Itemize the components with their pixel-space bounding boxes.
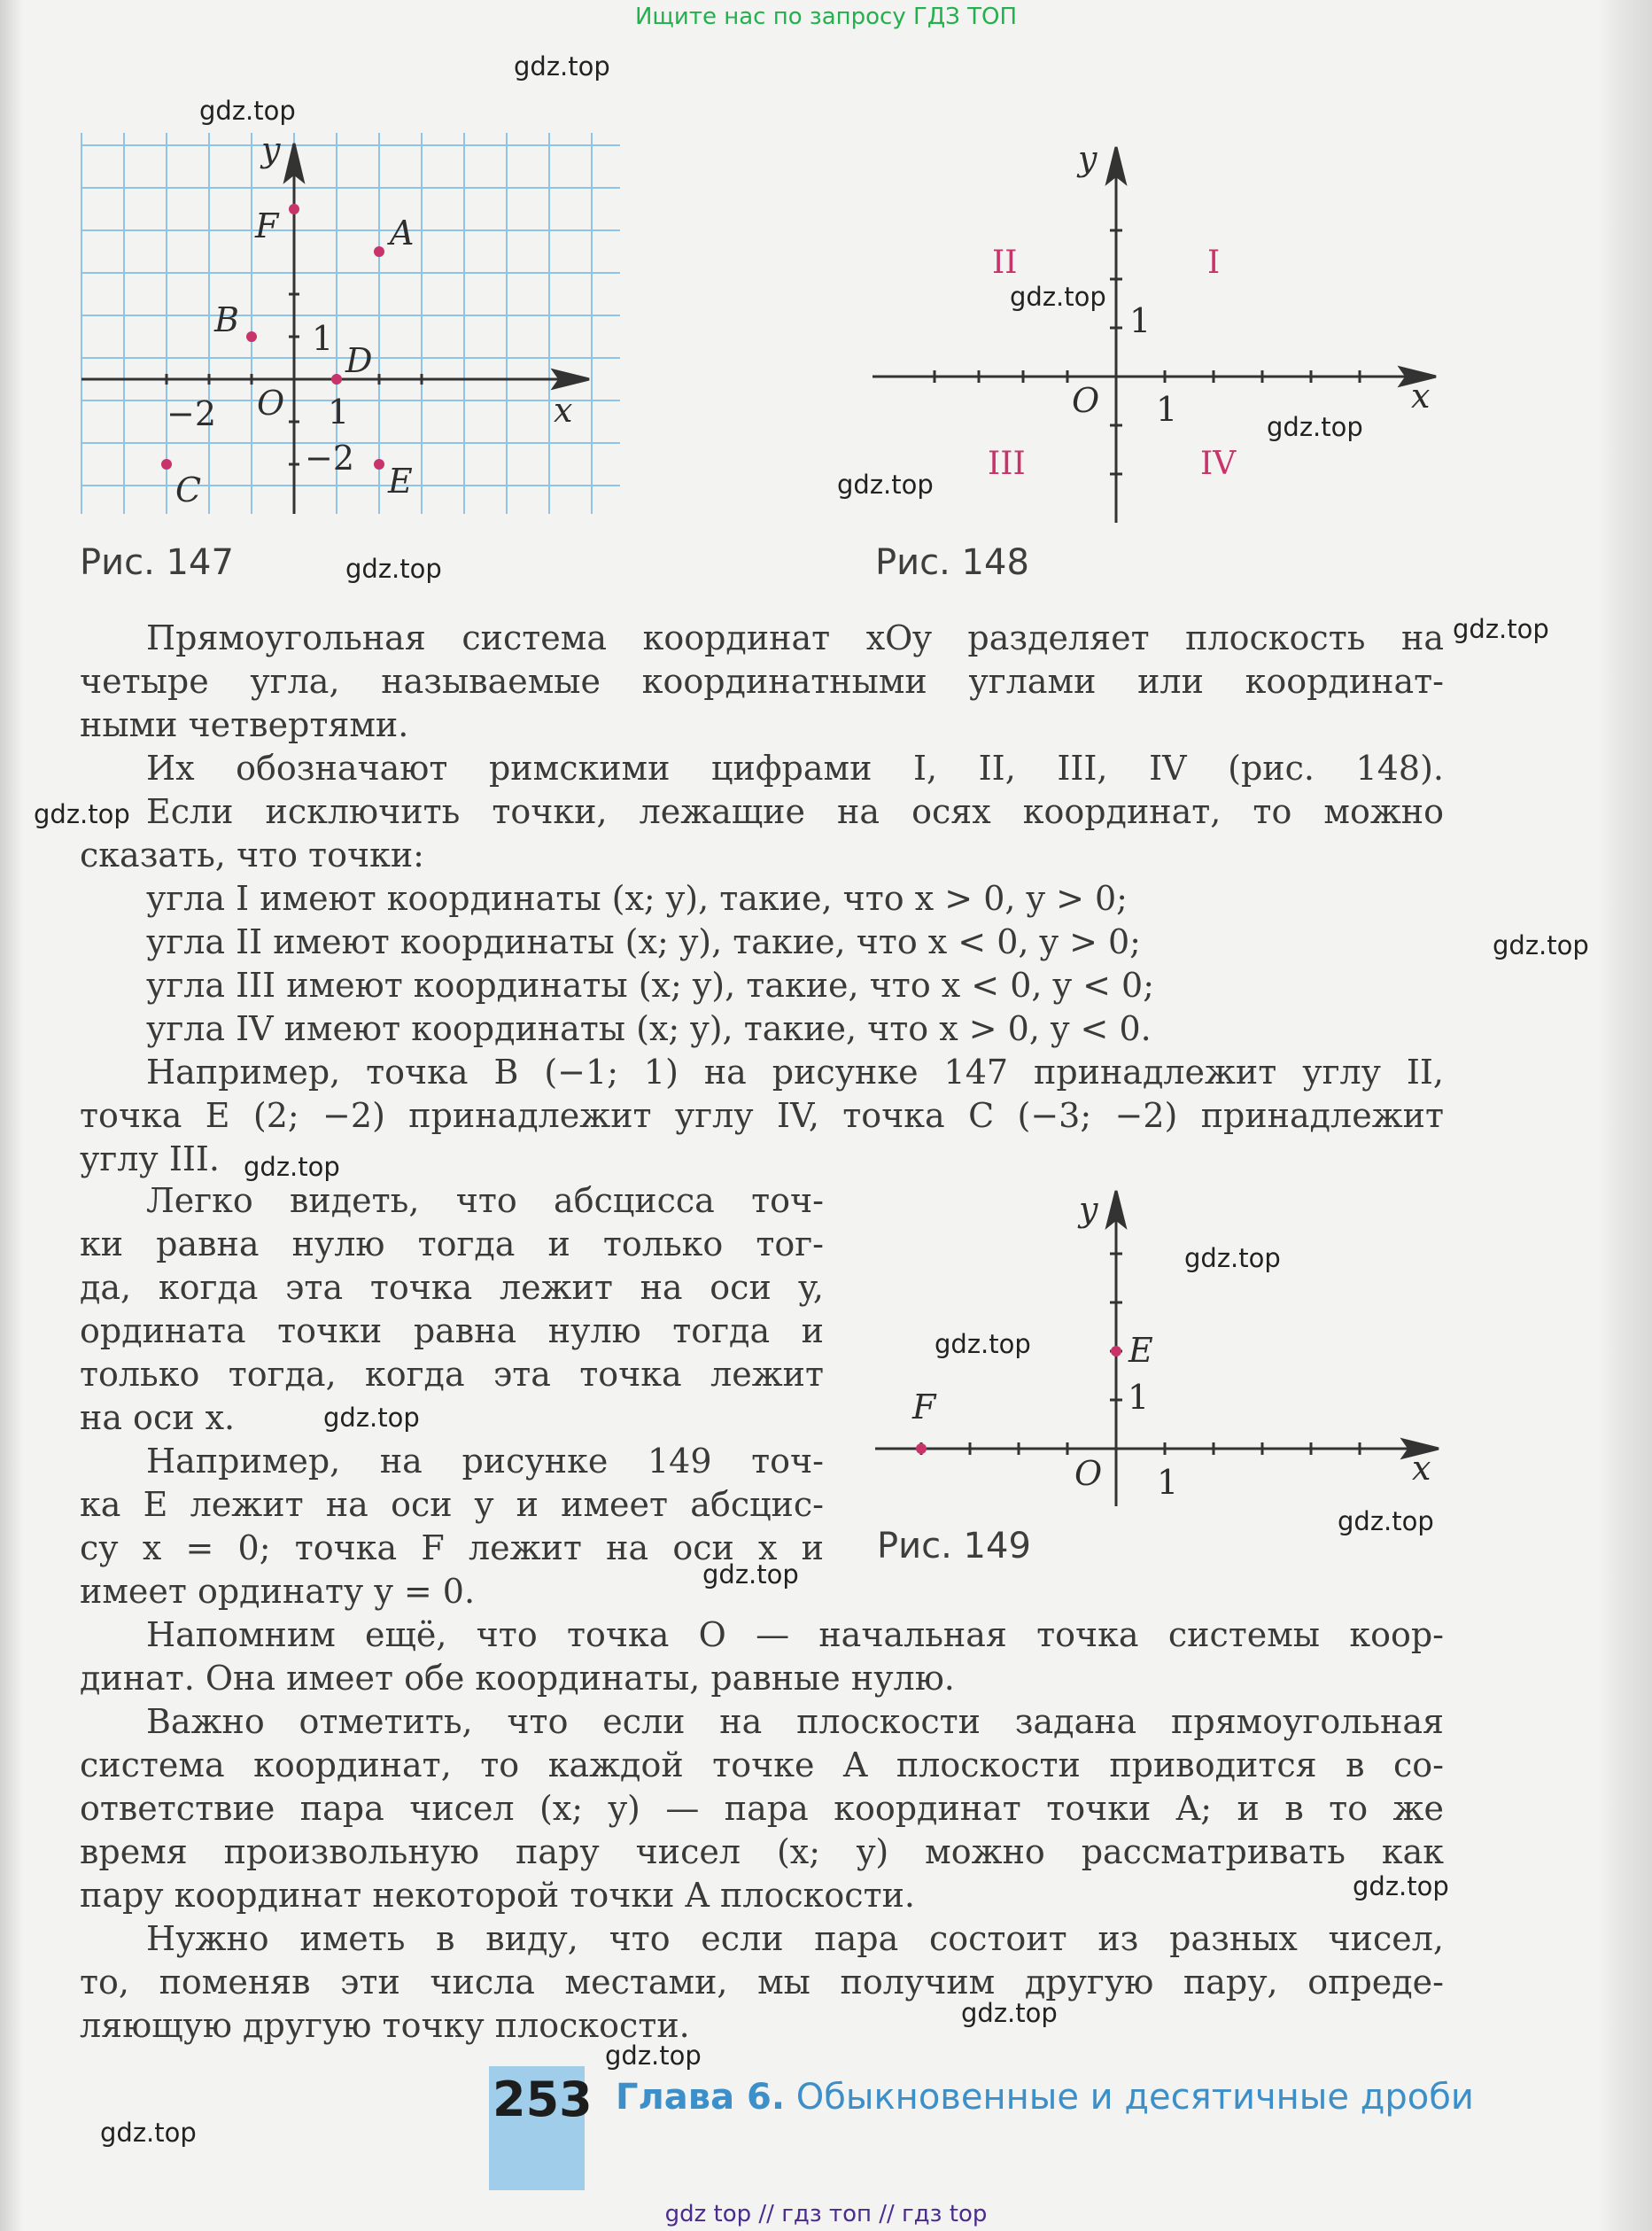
page-number: 253	[492, 2072, 593, 2127]
text-line: ответствие пара чисел (x; y) — пара координат точки A; и в то же	[80, 1789, 1444, 1828]
watermark: gdz.top	[514, 51, 610, 82]
origin-label: O	[1074, 1454, 1103, 1493]
watermark: gdz.top	[1493, 930, 1589, 960]
point-b	[246, 331, 257, 342]
main-text-narrow	[80, 1179, 824, 1613]
text-line: Прямоугольная система координат xOy разделяет плоскость на	[146, 618, 1444, 657]
text-line: Нужно иметь в виду, что если пара состоит из разных чисел,	[146, 1919, 1444, 1958]
text-line: ордината точки равна нулю тогда и	[80, 1311, 824, 1350]
origin-label: O	[257, 384, 285, 423]
tick-label-y-1: 1	[1129, 301, 1152, 340]
watermark: gdz.top	[244, 1152, 340, 1182]
text-line: су x = 0; точка F лежит на оси x и	[80, 1528, 824, 1567]
top-banner[interactable]: Ищите нас по запросу ГДЗ ТОП	[634, 4, 1018, 30]
quadrant-label-3: III	[988, 446, 1026, 482]
text-line: сказать, что точки:	[80, 836, 424, 875]
main-text-bottom	[80, 1613, 1444, 2048]
text-line: динат. Она имеет обе координаты, равные нулю.	[80, 1659, 955, 1698]
point-label-a: A	[390, 214, 415, 253]
quadrant-label-2: II	[992, 245, 1018, 281]
text-line: имеет ординату y = 0.	[80, 1572, 476, 1611]
text-line: Например, на рисунке 149 точ-	[146, 1442, 824, 1481]
origin-label: O	[1072, 381, 1100, 420]
watermark: gdz.top	[837, 470, 934, 500]
text-line: да, когда эта точка лежит на оси y,	[80, 1268, 824, 1307]
point-label-b: B	[214, 300, 239, 339]
figure-147-caption: Рис. 147	[80, 542, 234, 583]
text-line: ка E лежит на оси y и имеет абсцис-	[80, 1485, 824, 1524]
point-label-d: D	[345, 341, 373, 380]
watermark: gdz.top	[1338, 1506, 1434, 1536]
text-line: время произвольную пару чисел (x; y) можно рассматривать как	[80, 1832, 1444, 1871]
axis-label-x: x	[1412, 1449, 1431, 1488]
point-f	[916, 1443, 927, 1454]
text-line: на оси x.	[80, 1398, 236, 1437]
text-line: четыре угла, называемые координатными углами или координат-	[80, 662, 1444, 701]
text-line: ки равна нулю тогда и только тог-	[80, 1224, 824, 1263]
point-a	[374, 246, 384, 257]
point-d	[331, 374, 342, 385]
point-e	[374, 459, 384, 470]
axis-label-x: x	[1411, 377, 1431, 416]
main-text-top	[80, 617, 1444, 1181]
points	[161, 204, 414, 509]
watermark: gdz.top	[935, 1329, 1031, 1359]
watermark: gdz.top	[1010, 282, 1106, 312]
axis-label-y: y	[1078, 139, 1097, 178]
watermark: gdz.top	[345, 554, 442, 584]
text-line: то, поменяв эти числа местами, мы получим другую пару, опреде-	[80, 1963, 1444, 2002]
point-label-c: C	[175, 470, 202, 509]
page-gutter-left	[0, 0, 23, 2231]
text-line: ными четвертями.	[80, 705, 409, 744]
tick-label-x-1: 1	[1157, 1463, 1179, 1502]
watermark: gdz.top	[605, 2041, 702, 2071]
axis-label-x: x	[554, 391, 573, 430]
text-line: система координат, то каждой точке A плоскости приводится в со-	[80, 1745, 1444, 1784]
text-line: угла IV имеют координаты (x; y), такие, что x > 0, y < 0.	[146, 1009, 1152, 1048]
text-line: точка E (2; −2) принадлежит углу IV, точка C (−3; −2) принадлежит	[80, 1096, 1444, 1135]
text-line: пару координат некоторой точки A плоскости.	[80, 1876, 916, 1915]
quadrant-label-1: I	[1207, 245, 1221, 281]
point-e	[1111, 1346, 1121, 1356]
watermark: gdz.top	[1184, 1243, 1281, 1273]
figure-149-caption: Рис. 149	[877, 1526, 1031, 1566]
bottom-banner[interactable]: gdz top // гдз топ // гдз top	[664, 2201, 988, 2227]
text-line: угла I имеют координаты (x; y), такие, что x > 0, y > 0;	[146, 879, 1128, 918]
text-line: Легко видеть, что абсцисса точ-	[146, 1181, 824, 1220]
text-line: углу III.	[80, 1139, 220, 1178]
quadrant-label-4: IV	[1200, 446, 1237, 482]
tick-label-y-1: 1	[1128, 1378, 1150, 1417]
tick-label-y-minus2: −2	[305, 439, 355, 478]
point-label-f: F	[255, 206, 279, 245]
text-line: Напомним ещё, что точка O — начальная точка системы коор-	[146, 1615, 1444, 1654]
watermark: gdz.top	[961, 1998, 1058, 2028]
text-line: Их обозначают римскими цифрами I, II, III, IV (рис. 148).	[146, 749, 1444, 788]
text-line: Например, точка B (−1; 1) на рисунке 147 принадлежит углу II,	[146, 1053, 1444, 1092]
watermark: gdz.top	[1453, 614, 1549, 644]
page-gutter-right	[1599, 0, 1652, 2231]
watermark: gdz.top	[702, 1559, 799, 1590]
watermark: gdz.top	[323, 1403, 420, 1433]
watermark: gdz.top	[1353, 1871, 1449, 1901]
text-line: угла II имеют координаты (x; y), такие, что x < 0, y > 0;	[146, 922, 1141, 961]
tick-label-x-1: 1	[328, 393, 350, 431]
chapter-title: Обыкновенные и десятичные дроби	[795, 2077, 1474, 2118]
tick-label-x-minus2: −2	[167, 394, 217, 433]
axis-label-y: y	[1079, 1190, 1098, 1229]
watermark: gdz.top	[34, 799, 130, 829]
figure-147	[71, 124, 638, 532]
text-line: только тогда, когда эта точка лежит	[80, 1355, 824, 1394]
point-label-f: F	[912, 1388, 936, 1426]
text-line: Важно отметить, что если на плоскости задана прямоугольная	[146, 1702, 1444, 1741]
axis-label-y: y	[261, 130, 281, 169]
point-c	[161, 459, 172, 470]
figure-148-caption: Рис. 148	[875, 542, 1029, 583]
chapter-footer	[616, 2077, 1474, 2118]
text-line: ляющую другую точку плоскости.	[80, 2006, 690, 2045]
text-line: угла III имеют координаты (x; y), такие, что x < 0, y < 0;	[146, 966, 1154, 1005]
chapter-label: Глава 6.	[616, 2077, 786, 2118]
figure-148	[855, 133, 1457, 532]
text-line: Если исключить точки, лежащие на осях координат, то можно	[146, 792, 1444, 831]
tick-label-x-1: 1	[1156, 390, 1178, 429]
tick-label-y-1: 1	[312, 319, 334, 358]
watermark: gdz.top	[1267, 412, 1363, 442]
point-label-e: E	[1128, 1331, 1153, 1370]
watermark: gdz.top	[199, 96, 296, 126]
point-f	[289, 204, 299, 214]
point-label-e: E	[388, 462, 413, 501]
watermark: gdz.top	[100, 2118, 197, 2148]
axes	[873, 147, 1436, 523]
